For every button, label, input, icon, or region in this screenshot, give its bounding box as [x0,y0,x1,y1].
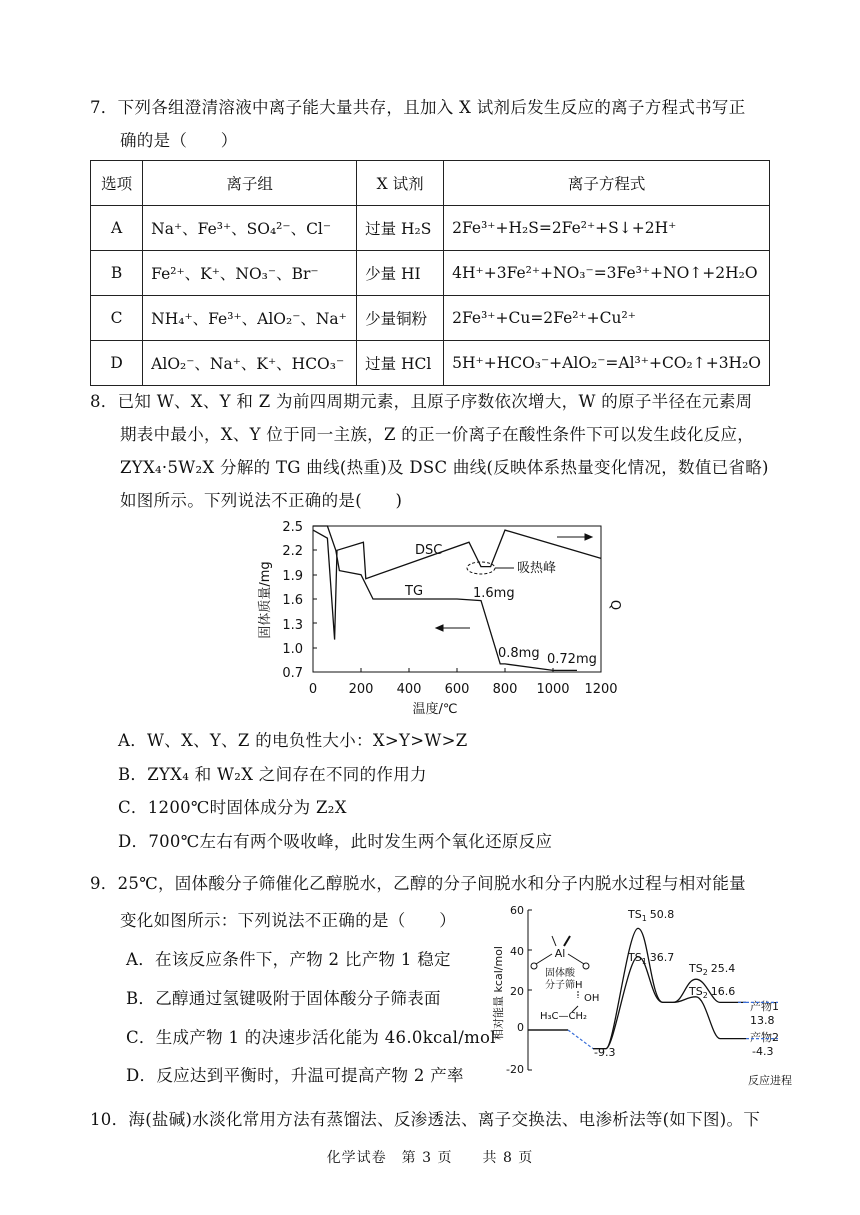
table-cell: AlO₂⁻、Na⁺、K⁺、HCO₃⁻ [143,341,357,386]
table-row [91,251,770,296]
x-tick-label: 1200 [584,682,618,697]
table-row [91,296,770,341]
q8-stem-line4: 如图所示。下列说法不正确的是( ) [120,491,403,510]
page-footer: 化学试卷 第 3 页 共 8 页 [326,1150,534,1166]
tg-dsc-chart [255,515,625,720]
dsc-label: DSC [415,543,443,558]
peak-label: 吸热峰 [517,561,557,576]
energy-dashed-segments [568,1002,778,1048]
product-label: 产物2 [750,1031,779,1044]
q8-stem-line3: ZYX₄·5W₂X 分解的 TG 曲线(热重)及 DSC 曲线(反映体系热量变化情况，数值已省略) [120,458,769,477]
ts-label: $TS_2$ 16.6 [689,985,736,1000]
table-cell: 2Fe³⁺+H₂S=2Fe²⁺+S↓+2H⁺ [444,206,770,251]
q7-table [90,160,770,386]
catalyst-label: 分子筛 [545,980,575,991]
q9-option-c[interactable]: C．生成产物 1 的决速步活化能为 46.0kcal/mol [126,1028,496,1047]
q8-option-a[interactable]: A．W、X、Y、Z 的电负性大小：X>Y>W>Z [118,731,468,750]
y-tick-label: 1.9 [282,569,303,584]
q8-option-d[interactable]: D．700℃左右有两个吸收峰，此时发生两个氧化还原反应 [118,832,553,851]
y-tick-label: 40 [510,945,524,958]
y-tick-label: 0.7 [282,666,303,681]
ts-label: $TS_1$ 50.8 [628,908,675,923]
product-label: 产物1 [750,1000,779,1013]
aluminum-label: Al [554,947,566,960]
x-tick-label: 800 [492,682,518,697]
x-tick-label: 200 [348,682,374,697]
y-tick-label: 20 [510,985,524,998]
hydrogen-label: H [575,980,583,991]
y-tick-label: -20 [506,1063,524,1076]
table-header: 离子组 [143,161,357,206]
y-tick-label: 0 [517,1021,524,1034]
table-row [91,341,770,386]
y-tick-label: 2.2 [282,544,303,559]
table-cell: 少量 HI [357,251,444,296]
table-cell: 少量铜粉 [357,296,444,341]
q7-stem-line2: 确的是（ ） [120,131,238,150]
table-header: X 试剂 [357,161,444,206]
x-tick-label: 0 [308,682,318,697]
table-cell: C [91,296,143,341]
q10-stem-line1: 10．海(盐碱)水淡化常用方法有蒸馏法、反渗透法、离子交换法、电渗析法等(如下图)。下 [90,1110,761,1129]
ts-label: $TS_1$ 36.7 [628,951,675,966]
peak-ellipse [467,562,495,574]
y-axis-label: 相对能量 kcal/mol [492,946,505,1040]
x-tick-label: 600 [444,682,470,697]
q8-option-b[interactable]: B．ZYX₄ 和 W₂X 之间存在不同的作用力 [118,765,427,784]
tg-label: TG [405,584,424,599]
table-cell: 5H⁺+HCO₃⁻+AlO₂⁻=Al³⁺+CO₂↑+3H₂O [444,341,770,386]
x-tick-label: 400 [396,682,422,697]
q8-option-c[interactable]: C．1200℃时固体成分为 Z₂X [118,798,347,817]
q9-option-d[interactable]: D．反应达到平衡时，升温可提高产物 2 产率 [126,1066,464,1085]
hydroxyl-label: OH [584,993,600,1004]
q8-stem-line1: 8．已知 W、X、Y 和 Z 为前四周期元素，且原子序数依次增大，W 的原子半径在元素周 [90,392,753,411]
q7-stem-line1: 7．下列各组澄清溶液中离子能大量共存，且加入 X 试剂后发生反应的离子方程式书写正 [90,98,746,117]
y-tick-label: 1.3 [282,618,303,633]
dsc-curve [313,530,601,640]
table-cell: Na⁺、Fe³⁺、SO₄²⁻、Cl⁻ [143,206,357,251]
q9-stem-line1: 9．25℃，固体酸分子筛催化乙醇脱水，乙醇的分子间脱水和分子内脱水过程与相对能量 [90,874,746,893]
table-cell: B [91,251,143,296]
y-tick-label: 1.6 [282,593,303,608]
catalyst-label: 固体酸 [545,968,575,979]
y-axis-label: 固体质量/mg [258,561,273,639]
right-axis-label: Q [607,599,622,611]
table-cell: 4H⁺+3Fe²⁺+NO₃⁻=3Fe³⁺+NO↑+2H₂O [444,251,770,296]
table-cell: 过量 H₂S [357,206,444,251]
x-axis-label: 反应进程 [748,1074,792,1087]
y-axis-ticks [528,910,532,1070]
table-row [91,206,770,251]
mass-label: 1.6mg [473,586,515,601]
y-tick-label: 2.5 [282,520,303,535]
table-header-row [91,161,770,206]
table-cell: D [91,341,143,386]
energy-profile-chart [488,898,800,1090]
table-cell: NH₄⁺、Fe³⁺、AlO₂⁻、Na⁺ [143,296,357,341]
table-cell: 2Fe³⁺+Cu=2Fe²⁺+Cu²⁺ [444,296,770,341]
table-header: 选项 [91,161,143,206]
product-value: -4.3 [752,1045,774,1058]
q9-option-a[interactable]: A．在该反应条件下，产物 2 比产物 1 稳定 [126,950,451,969]
y-tick-label: 1.0 [282,642,303,657]
q9-stem-line2: 变化如图所示：下列说法不正确的是（ ） [120,911,456,930]
table-header: 离子方程式 [444,161,770,206]
x-axis-label: 温度/℃ [412,702,458,717]
mass-label: 0.8mg [498,646,540,661]
table-cell: Fe²⁺、K⁺、NO₃⁻、Br⁻ [143,251,357,296]
product-value: 13.8 [750,1014,775,1027]
ts-label: $TS_2$ 25.4 [689,962,736,977]
x-tick-label: 1000 [536,682,570,697]
q8-stem-line2: 期表中最小，X、Y 位于同一主族，Z 的正一价离子在酸性条件下可以发生歧化反应， [120,425,755,444]
q9-option-b[interactable]: B．乙醇通过氢键吸附于固体酸分子筛表面 [126,989,441,1008]
mass-label: 0.72mg [547,652,597,667]
ethyl-label: H₃C—CH₂ [540,1011,588,1022]
y-tick-label: 60 [510,904,524,917]
table-cell: 过量 HCl [357,341,444,386]
intermediate-value: -9.3 [594,1046,616,1059]
table-cell: A [91,206,143,251]
